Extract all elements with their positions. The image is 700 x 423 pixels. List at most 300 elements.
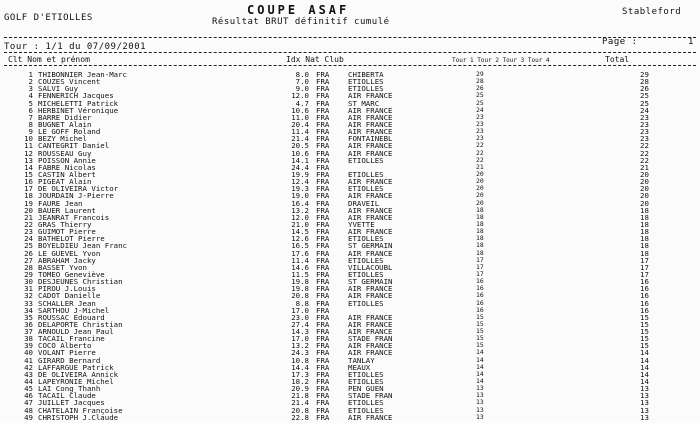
club-cell: ETIOLLES (348, 155, 384, 165)
column-header-rank-name: Clt Nom et prénom (8, 55, 90, 64)
rank-cell: 7 (28, 112, 33, 122)
player-name-cell: COUZES Vincent (38, 77, 101, 87)
nationality-cell: FRA (316, 277, 330, 287)
total-score-cell: 15 (640, 341, 649, 351)
club-cell: ETIOLLES (348, 255, 384, 265)
nationality-cell: FRA (316, 205, 330, 215)
tour1-score-cell: 20 (476, 198, 484, 207)
total-score-cell: 17 (640, 255, 649, 265)
rank-cell: 29 (24, 269, 33, 279)
rank-cell: 12 (24, 148, 33, 158)
club-cell: AIR FRANCE (348, 341, 393, 351)
nationality-cell: FRA (316, 291, 330, 301)
club-cell: STADE FRAN (348, 391, 393, 401)
club-cell: AIR FRANCE (348, 112, 393, 122)
separator-header (4, 65, 696, 66)
total-score-cell: 29 (640, 70, 649, 79)
player-name-cell: CANTEGRIT Daniel (38, 141, 110, 151)
total-score-cell: 20 (640, 191, 649, 201)
club-cell: ETIOLLES (348, 398, 384, 408)
nationality-cell: FRA (316, 141, 330, 151)
rank-cell: 19 (24, 198, 33, 208)
club-cell: AIR FRANCE (348, 105, 393, 115)
player-name-cell: ABRAHAM Jacky (38, 255, 96, 265)
tour1-score-cell: 18 (476, 248, 484, 257)
tour1-score-cell: 17 (476, 269, 484, 278)
index-cell: 11.4 (291, 255, 309, 265)
index-cell: 20.8 (291, 291, 309, 301)
nationality-cell: FRA (316, 169, 330, 179)
total-score-cell: 18 (640, 241, 649, 251)
rank-cell: 48 (24, 405, 33, 415)
player-name-cell: VOLANT Pierre (38, 348, 96, 358)
tour1-score-cell: 22 (476, 155, 484, 164)
total-score-cell: 23 (640, 127, 649, 137)
club-cell: ETIOLLES (348, 369, 384, 379)
tour1-score-cell: 14 (476, 348, 484, 357)
player-name-cell: PIROU J.Louis (38, 284, 96, 294)
index-cell: 8.0 (295, 70, 309, 79)
total-score-cell: 22 (640, 141, 649, 151)
index-cell: 21.4 (291, 398, 309, 408)
club-cell: ETIOLLES (348, 269, 384, 279)
club-cell: AIR FRANCE (348, 291, 393, 301)
rank-cell: 27 (24, 255, 33, 265)
club-cell: ETIOLLES (348, 84, 384, 94)
separator-top (4, 37, 696, 38)
player-name-cell: ARNOULD Jean Paul (38, 327, 114, 337)
total-score-cell: 14 (640, 355, 649, 365)
total-score-cell: 14 (640, 362, 649, 372)
tour1-score-cell: 25 (476, 91, 484, 100)
tour1-score-cell: 13 (476, 405, 484, 414)
rank-cell: 1 (28, 70, 33, 79)
nationality-cell: FRA (316, 255, 330, 265)
tour1-score-cell: 18 (476, 227, 484, 236)
rank-cell: 39 (24, 341, 33, 351)
index-cell: 20.8 (291, 405, 309, 415)
nationality-cell: FRA (316, 162, 330, 172)
player-name-cell: GRAS Thierry (38, 219, 92, 229)
index-cell: 11.4 (291, 127, 309, 137)
tour1-score-cell: 15 (476, 334, 484, 343)
club-cell: AIR FRANCE (348, 127, 393, 137)
nationality-cell: FRA (316, 355, 330, 365)
nationality-cell: FRA (316, 327, 330, 337)
nationality-cell: FRA (316, 334, 330, 344)
player-name-cell: JUILLET Jacques (38, 398, 105, 408)
player-name-cell: DE OLIVEIRA Victor (38, 184, 119, 194)
tour1-score-cell: 16 (476, 291, 484, 300)
index-cell: 14.5 (291, 227, 309, 237)
rank-cell: 8 (28, 119, 33, 129)
total-score-cell: 16 (640, 305, 649, 315)
rank-cell: 23 (24, 227, 33, 237)
club-cell: ETIOLLES (348, 377, 384, 387)
index-cell: 23.0 (291, 312, 309, 322)
index-cell: 27.4 (291, 319, 309, 329)
club-cell: FONTAINEBL (348, 134, 393, 144)
index-cell: 16.5 (291, 241, 309, 251)
nationality-cell: FRA (316, 184, 330, 194)
player-name-cell: CASTIN Albert (38, 169, 96, 179)
nationality-cell: FRA (316, 241, 330, 251)
player-name-cell: BATHELOT Pierre (38, 234, 105, 244)
nationality-cell: FRA (316, 134, 330, 144)
rank-cell: 35 (24, 312, 33, 322)
player-name-cell: LAFFARGUE Patrick (38, 362, 114, 372)
nationality-cell: FRA (316, 227, 330, 237)
tour1-score-cell: 26 (476, 84, 484, 93)
player-name-cell: JEANRAT Francois (38, 212, 110, 222)
club-cell: AIR FRANCE (348, 141, 393, 151)
page-number: 1 (688, 37, 694, 47)
tour1-score-cell: 17 (476, 262, 484, 271)
player-name-cell: SARTHOU J-Michel (38, 305, 110, 315)
tour1-score-cell: 13 (476, 398, 484, 407)
table-row (0, 414, 700, 421)
player-name-cell: BOYELDIEU Jean Franc (38, 241, 127, 251)
nationality-cell: FRA (316, 248, 330, 258)
nationality-cell: FRA (316, 341, 330, 351)
index-cell: 24.4 (291, 162, 309, 172)
nationality-cell: FRA (316, 362, 330, 372)
player-name-cell: SALVI Guy (38, 84, 79, 94)
club-name: GOLF D'ETIOLLES (4, 13, 93, 23)
rank-cell: 17 (24, 184, 33, 194)
total-score-cell: 18 (640, 219, 649, 229)
total-score-cell: 20 (640, 184, 649, 194)
tour1-score-cell: 20 (476, 177, 484, 186)
club-cell: DRAVEIL (348, 198, 380, 208)
player-name-cell: FAURE Jean (38, 198, 83, 208)
rank-cell: 10 (24, 134, 33, 144)
player-name-cell: CHRISTOPH J.Claude (38, 412, 119, 422)
total-score-cell: 16 (640, 277, 649, 287)
total-score-cell: 13 (640, 412, 649, 422)
player-name-cell: TOMEO Geneviève (38, 269, 105, 279)
player-name-cell: ROUSSAC Edouard (38, 312, 105, 322)
tour1-score-cell: 23 (476, 134, 484, 143)
tour1-score-cell: 15 (476, 312, 484, 321)
club-cell: AIR FRANCE (348, 348, 393, 358)
club-cell: AIR FRANCE (348, 227, 393, 237)
total-score-cell: 28 (640, 77, 649, 87)
index-cell: 22.8 (291, 412, 309, 422)
total-score-cell: 21 (640, 162, 649, 172)
total-score-cell: 24 (640, 105, 649, 115)
results-subtitle: Résultat BRUT définitif cumulé (212, 17, 390, 27)
tour1-score-cell: 13 (476, 412, 484, 421)
rank-cell: 42 (24, 362, 33, 372)
total-score-cell: 23 (640, 119, 649, 129)
total-score-cell: 22 (640, 155, 649, 165)
index-cell: 4.7 (295, 98, 309, 108)
total-score-cell: 13 (640, 384, 649, 394)
club-cell: ST GERMAIN (348, 241, 393, 251)
tour1-score-cell: 18 (476, 205, 484, 214)
club-cell: AIR FRANCE (348, 412, 393, 422)
rank-cell: 18 (24, 191, 33, 201)
total-score-cell: 14 (640, 348, 649, 358)
player-name-cell: PIGEAT Alain (38, 177, 92, 187)
player-name-cell: FENNERICH Jacques (38, 91, 114, 101)
total-score-cell: 17 (640, 269, 649, 279)
player-name-cell: FABRE Nicolas (38, 162, 96, 172)
rank-cell: 2 (28, 77, 33, 87)
tour1-score-cell: 16 (476, 277, 484, 286)
club-cell: AIR FRANCE (348, 319, 393, 329)
tour1-score-cell: 18 (476, 219, 484, 228)
tour1-score-cell: 15 (476, 319, 484, 328)
index-cell: 9.0 (295, 84, 309, 94)
club-cell: AIR FRANCE (348, 248, 393, 258)
club-cell: AIR FRANCE (348, 284, 393, 294)
tour1-score-cell: 14 (476, 377, 484, 386)
nationality-cell: FRA (316, 348, 330, 358)
index-cell: 24.3 (291, 348, 309, 358)
club-cell: YVETTE (348, 219, 375, 229)
player-name-cell: GIRARD Bernard (38, 355, 101, 365)
total-score-cell: 23 (640, 134, 649, 144)
club-cell: AIR FRANCE (348, 148, 393, 158)
rank-cell: 26 (24, 248, 33, 258)
index-cell: 21.4 (291, 134, 309, 144)
tour1-score-cell: 14 (476, 369, 484, 378)
total-score-cell: 13 (640, 391, 649, 401)
club-cell: ETIOLLES (348, 169, 384, 179)
club-cell: ETIOLLES (348, 77, 384, 87)
total-score-cell: 18 (640, 227, 649, 237)
total-score-cell: 20 (640, 177, 649, 187)
rank-cell: 46 (24, 391, 33, 401)
total-score-cell: 18 (640, 205, 649, 215)
player-name-cell: BAUER Laurent (38, 205, 96, 215)
total-score-cell: 18 (640, 212, 649, 222)
total-score-cell: 25 (640, 98, 649, 108)
tour1-score-cell: 21 (476, 162, 484, 171)
index-cell: 12.6 (291, 234, 309, 244)
rank-cell: 30 (24, 277, 33, 287)
rank-cell: 3 (28, 84, 33, 94)
index-cell: 18.2 (291, 377, 309, 387)
club-cell: ST GERMAIN (348, 277, 393, 287)
club-cell: ETIOLLES (348, 298, 384, 308)
tour1-score-cell: 23 (476, 127, 484, 136)
player-name-cell: CHATELAIN Françoise (38, 405, 123, 415)
column-header-tours: Tour 1 Tour 2 Tour 3 Tour 4 (452, 57, 550, 64)
index-cell: 14.1 (291, 155, 309, 165)
nationality-cell: FRA (316, 398, 330, 408)
total-score-cell: 20 (640, 198, 649, 208)
index-cell: 21.8 (291, 391, 309, 401)
player-name-cell: DELAPORTE Christian (38, 319, 123, 329)
nationality-cell: FRA (316, 405, 330, 415)
index-cell: 19.3 (291, 184, 309, 194)
rank-cell: 36 (24, 319, 33, 329)
index-cell: 20.5 (291, 141, 309, 151)
rank-cell: 22 (24, 219, 33, 229)
player-name-cell: LAI Cong Thanh (38, 384, 101, 394)
nationality-cell: FRA (316, 191, 330, 201)
tour1-score-cell: 20 (476, 184, 484, 193)
nationality-cell: FRA (316, 70, 330, 79)
club-cell: VILLACOUBL (348, 262, 393, 272)
index-cell: 8.8 (295, 298, 309, 308)
index-cell: 17.0 (291, 334, 309, 344)
player-name-cell: SCHALLER Jean (38, 298, 96, 308)
total-score-cell: 15 (640, 312, 649, 322)
nationality-cell: FRA (316, 319, 330, 329)
nationality-cell: FRA (316, 234, 330, 244)
total-score-cell: 16 (640, 298, 649, 308)
player-name-cell: BUGNET Alain (38, 119, 92, 129)
index-cell: 13.2 (291, 205, 309, 215)
rank-cell: 25 (24, 241, 33, 251)
tour1-score-cell: 29 (476, 70, 484, 78)
rank-cell: 16 (24, 177, 33, 187)
nationality-cell: FRA (316, 212, 330, 222)
tour1-score-cell: 20 (476, 169, 484, 178)
nationality-cell: FRA (316, 177, 330, 187)
tour1-score-cell: 16 (476, 284, 484, 293)
index-cell: 10.6 (291, 148, 309, 158)
tour1-score-cell: 15 (476, 341, 484, 350)
player-name-cell: POISSON Annie (38, 155, 96, 165)
total-score-cell: 23 (640, 112, 649, 122)
total-score-cell: 25 (640, 91, 649, 101)
club-cell: ETIOLLES (348, 184, 384, 194)
total-score-cell: 15 (640, 319, 649, 329)
nationality-cell: FRA (316, 269, 330, 279)
player-name-cell: THIBONNIER Jean-Marc (38, 70, 127, 79)
club-cell: AIR FRANCE (348, 191, 393, 201)
club-cell: AIR FRANCE (348, 177, 393, 187)
total-score-cell: 17 (640, 262, 649, 272)
nationality-cell: FRA (316, 198, 330, 208)
tour1-score-cell: 18 (476, 241, 484, 250)
index-cell: 10.8 (291, 355, 309, 365)
total-score-cell: 13 (640, 405, 649, 415)
index-cell: 10.6 (291, 105, 309, 115)
rank-cell: 34 (24, 305, 33, 315)
nationality-cell: FRA (316, 91, 330, 101)
rank-cell: 21 (24, 212, 33, 222)
club-cell: MEAUX (348, 362, 371, 372)
nationality-cell: FRA (316, 77, 330, 87)
player-name-cell: LE GUEVEL Yvon (38, 248, 101, 258)
club-cell: PEN GUEN (348, 384, 384, 394)
tour1-score-cell: 24 (476, 105, 484, 114)
column-header-idx-nat-club: Idx Nat Club (286, 55, 344, 64)
nationality-cell: FRA (316, 148, 330, 158)
player-name-cell: HERBINET Véronique (38, 105, 119, 115)
player-name-cell: DESJEUNES Christian (38, 277, 123, 287)
nationality-cell: FRA (316, 412, 330, 422)
tour1-score-cell: 15 (476, 327, 484, 336)
rank-cell: 9 (28, 127, 33, 137)
rank-cell: 31 (24, 284, 33, 294)
tour1-score-cell: 18 (476, 212, 484, 221)
nationality-cell: FRA (316, 119, 330, 129)
index-cell: 14.3 (291, 327, 309, 337)
total-score-cell: 15 (640, 327, 649, 337)
nationality-cell: FRA (316, 155, 330, 165)
nationality-cell: FRA (316, 105, 330, 115)
rank-cell: 44 (24, 377, 33, 387)
rank-cell: 41 (24, 355, 33, 365)
index-cell: 19.8 (291, 284, 309, 294)
rank-cell: 14 (24, 162, 33, 172)
tour1-score-cell: 23 (476, 112, 484, 121)
index-cell: 7.0 (295, 77, 309, 87)
rank-cell: 20 (24, 205, 33, 215)
rank-cell: 24 (24, 234, 33, 244)
table-row (0, 157, 700, 164)
club-cell: TANLAY (348, 355, 375, 365)
total-score-cell: 16 (640, 291, 649, 301)
total-score-cell: 18 (640, 248, 649, 258)
results-table (0, 71, 700, 421)
competition-title: COUPE ASAF (247, 3, 350, 17)
total-score-cell: 14 (640, 377, 649, 387)
tour1-score-cell: 16 (476, 298, 484, 307)
player-name-cell: BEZY Michel (38, 134, 87, 144)
club-cell: STADE FRAN (348, 334, 393, 344)
rank-cell: 15 (24, 169, 33, 179)
index-cell: 17.6 (291, 248, 309, 258)
player-name-cell: ROUSSEAU Guy (38, 148, 92, 158)
player-name-cell: TACAIL Francine (38, 334, 105, 344)
tour1-score-cell: 20 (476, 191, 484, 200)
index-cell: 12.0 (291, 91, 309, 101)
index-cell: 11.5 (291, 269, 309, 279)
nationality-cell: FRA (316, 312, 330, 322)
rank-cell: 13 (24, 155, 33, 165)
tour1-score-cell: 25 (476, 98, 484, 107)
total-score-cell: 20 (640, 169, 649, 179)
total-score-cell: 14 (640, 369, 649, 379)
nationality-cell: FRA (316, 305, 330, 315)
index-cell: 21.0 (291, 219, 309, 229)
club-cell: CHIBERTA (348, 70, 384, 79)
rank-cell: 45 (24, 384, 33, 394)
player-name-cell: CADOT Danielle (38, 291, 101, 301)
club-cell: ETIOLLES (348, 234, 384, 244)
club-cell: ST MARC (348, 98, 380, 108)
nationality-cell: FRA (316, 127, 330, 137)
index-cell: 12.4 (291, 177, 309, 187)
nationality-cell: FRA (316, 112, 330, 122)
player-name-cell: DE OLIVEIRA Annick (38, 369, 119, 379)
nationality-cell: FRA (316, 84, 330, 94)
nationality-cell: FRA (316, 298, 330, 308)
rank-cell: 33 (24, 298, 33, 308)
club-cell: AIR FRANCE (348, 119, 393, 129)
club-cell: AIR FRANCE (348, 312, 393, 322)
rank-cell: 47 (24, 398, 33, 408)
index-cell: 17.3 (291, 369, 309, 379)
rank-cell: 4 (28, 91, 33, 101)
nationality-cell: FRA (316, 391, 330, 401)
player-name-cell: LAPEYRONIE Michel (38, 377, 114, 387)
rank-cell: 11 (24, 141, 33, 151)
player-name-cell: LE GOFF Roland (38, 127, 101, 137)
separator-mid (4, 52, 696, 53)
player-name-cell: JOURDAIN J-Pierre (38, 191, 114, 201)
tour1-score-cell: 22 (476, 141, 484, 150)
tour1-score-cell: 22 (476, 148, 484, 157)
